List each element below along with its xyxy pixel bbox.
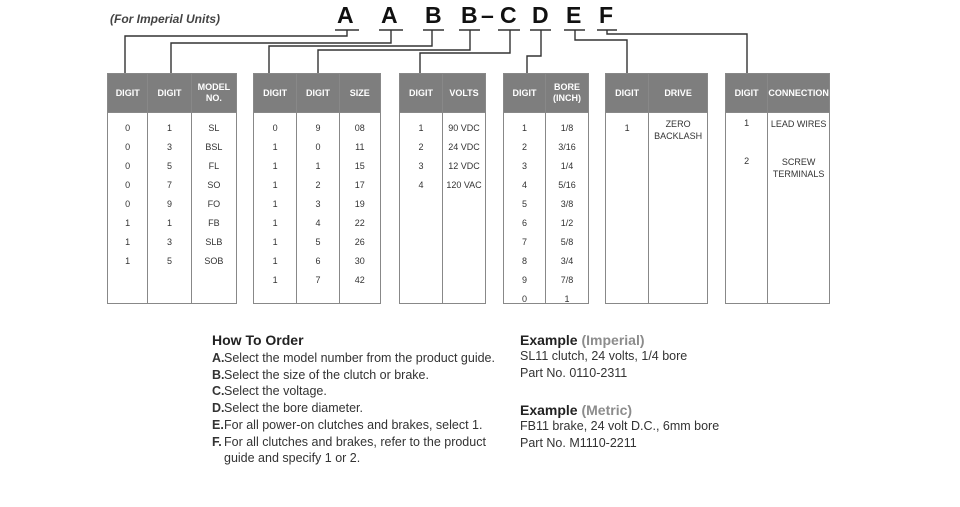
table-cell: 9 xyxy=(522,274,528,285)
connector-lines xyxy=(0,0,960,80)
table-cell: 1 xyxy=(167,122,173,133)
table-cell: SCREW TERMINALS xyxy=(772,157,825,179)
column-header: BORE (INCH) xyxy=(546,74,588,113)
step-letter: C. xyxy=(212,384,225,399)
table-cell: 3/8 xyxy=(560,198,574,209)
connection-digit-col xyxy=(726,74,767,303)
example-line: FB11 brake, 24 volt D.C., 6mm bore xyxy=(520,419,720,433)
drive-digit-col xyxy=(606,74,648,303)
step-f xyxy=(212,434,512,467)
bore-digit-col xyxy=(504,74,545,303)
code-letter-b1: B xyxy=(425,2,442,28)
table-cell: 3 xyxy=(522,160,528,171)
table-cell: 1/8 xyxy=(560,122,574,133)
example-title xyxy=(520,402,719,418)
table-cell: 1 xyxy=(167,217,173,228)
table-cell: 1 xyxy=(564,293,570,304)
table-cell: 3/4 xyxy=(560,255,574,266)
table-cell: 1 xyxy=(522,122,528,133)
table-cell: 4 xyxy=(315,217,321,228)
table-cell: SL xyxy=(208,122,220,133)
example-part-number: Part No. 0110-2311 xyxy=(520,365,628,380)
step-text: Select the bore diameter. xyxy=(224,401,363,416)
code-letter-c: C xyxy=(500,2,517,28)
code-letter-f: F xyxy=(599,2,614,28)
step-letter: A. xyxy=(212,351,225,365)
table-cell: 0 xyxy=(125,160,131,171)
column-header: DIGIT xyxy=(504,74,545,113)
table-cell: 22 xyxy=(354,217,365,228)
table-cell: 19 xyxy=(354,198,365,209)
table-cell: 5 xyxy=(167,160,173,171)
code-letter-d: D xyxy=(532,2,549,28)
table-cell: SOB xyxy=(204,255,224,266)
column-header: DIGIT xyxy=(726,74,767,113)
table-cell: 4 xyxy=(418,179,424,190)
table-cell: 3 xyxy=(418,160,424,171)
table-cell: 1 xyxy=(272,160,278,171)
code-letter-e: E xyxy=(566,2,582,28)
table-cell: 120 VAC xyxy=(446,179,482,190)
column-header: VOLTS xyxy=(443,74,485,113)
code-letter-a1: A xyxy=(337,2,354,28)
table-cell: 1 xyxy=(272,217,278,228)
column-header: CONNECTION xyxy=(768,74,829,113)
step-text: Select the model number from the product guide. xyxy=(224,351,495,365)
how-to-order-steps xyxy=(212,350,512,467)
table-cell: 5 xyxy=(522,198,528,209)
example-imperial xyxy=(520,332,687,381)
table-cell: 17 xyxy=(354,179,365,190)
table-cell: 12 VDC xyxy=(448,160,480,171)
table-cell: 1 xyxy=(624,122,630,133)
table-cell: LEAD WIRES xyxy=(770,119,827,129)
example-title-text: Example xyxy=(520,402,578,418)
table-cell: 3/16 xyxy=(558,141,576,152)
column-header: DIGIT xyxy=(148,74,190,113)
table-cell: 30 xyxy=(354,255,365,266)
table-cell: 1 xyxy=(272,236,278,247)
step-text: For all clutches and brakes, refer to the product guide and specify 1 or 2. xyxy=(224,434,486,466)
units-note: (For Imperial Units) xyxy=(110,12,221,26)
table-cell: 1 xyxy=(125,217,131,228)
code-letter-b2: B xyxy=(461,2,478,28)
volts-digit-col xyxy=(400,74,442,303)
step-text: For all power-on clutches and brakes, select 1. xyxy=(224,417,483,432)
table-cell: 1 xyxy=(125,255,131,266)
table-cell: 15 xyxy=(354,160,365,171)
table-cell: 4 xyxy=(522,179,528,190)
table-cell: 5/8 xyxy=(560,236,574,247)
model-digit-col-1 xyxy=(108,74,147,303)
step-b xyxy=(212,367,512,384)
table-cell: 9 xyxy=(315,122,321,133)
table-cell: 7/8 xyxy=(560,274,574,285)
table-cell: 6 xyxy=(522,217,528,228)
column-header: DIGIT xyxy=(400,74,442,113)
example-subtitle: (Imperial) xyxy=(581,332,645,348)
step-letter: B. xyxy=(212,367,225,382)
table-cell: ZERO BACKLASH xyxy=(654,119,703,141)
table-cell: 1 xyxy=(315,160,321,171)
example-subtitle: (Metric) xyxy=(581,402,633,418)
column-header: DIGIT xyxy=(297,74,338,113)
step-d xyxy=(212,400,512,417)
table-cell: 1 xyxy=(272,141,278,152)
model-table xyxy=(107,73,237,304)
step-text: Select the voltage. xyxy=(224,384,327,399)
example-part-number: Part No. M1110-2211 xyxy=(520,435,637,450)
table-cell: 42 xyxy=(354,274,365,285)
example-metric xyxy=(520,402,719,451)
table-cell: 2 xyxy=(522,141,528,152)
table-cell: 2 xyxy=(744,156,750,166)
column-header: SIZE xyxy=(340,74,380,113)
table-cell: 0 xyxy=(272,122,278,133)
step-text: Select the size of the clutch or brake. xyxy=(224,367,429,382)
table-cell: 7 xyxy=(315,274,321,285)
volts-table xyxy=(399,73,486,304)
table-cell: 2 xyxy=(418,141,424,152)
table-cell: SLB xyxy=(205,236,223,247)
table-cell: 1/2 xyxy=(560,217,574,228)
table-cell: 1 xyxy=(744,118,750,128)
table-cell: 8 xyxy=(522,255,528,266)
size-digit-col-1 xyxy=(254,74,296,303)
table-cell: 0 xyxy=(125,198,131,209)
size-col xyxy=(339,74,380,303)
model-no-col xyxy=(191,74,236,303)
table-cell: 3 xyxy=(167,141,173,152)
model-digit-col-2 xyxy=(147,74,190,303)
table-cell: 11 xyxy=(355,141,365,152)
volts-col xyxy=(442,74,485,303)
step-e xyxy=(212,417,512,434)
table-cell: 1 xyxy=(272,274,278,285)
table-cell: 90 VDC xyxy=(448,122,480,133)
example-title-text: Example xyxy=(520,332,578,348)
column-header: DRIVE xyxy=(649,74,707,113)
table-cell: 5/16 xyxy=(558,179,576,190)
table-cell: 0 xyxy=(125,141,131,152)
table-cell: BSL xyxy=(205,141,223,152)
step-letter: D. xyxy=(212,401,225,416)
table-cell: 2 xyxy=(315,179,321,190)
table-cell: FO xyxy=(207,198,221,209)
drive-col xyxy=(648,74,707,303)
table-cell: 5 xyxy=(167,255,173,266)
step-a xyxy=(212,350,512,367)
size-digit-col-2 xyxy=(296,74,338,303)
table-cell: 0 xyxy=(125,179,131,190)
connection-table xyxy=(725,73,830,304)
table-cell: 3 xyxy=(167,236,173,247)
table-cell: 1 xyxy=(418,122,424,133)
code-letter-a2: A xyxy=(381,2,398,28)
table-cell: FL xyxy=(208,160,220,171)
table-cell: 24 VDC xyxy=(448,141,480,152)
column-header: DIGIT xyxy=(108,74,147,113)
code-dash: – xyxy=(481,2,494,28)
table-cell: 0 xyxy=(522,293,528,304)
example-line: SL11 clutch, 24 volts, 1/4 bore xyxy=(520,349,688,363)
connection-col xyxy=(767,74,829,303)
bore-table xyxy=(503,73,589,304)
table-cell: 1 xyxy=(272,198,278,209)
column-header: DIGIT xyxy=(606,74,648,113)
table-cell: 26 xyxy=(354,236,365,247)
table-cell: 3 xyxy=(315,198,321,209)
table-cell: 1/4 xyxy=(560,160,574,171)
table-cell: SO xyxy=(207,179,221,190)
size-table xyxy=(253,73,381,304)
table-cell: 7 xyxy=(167,179,173,190)
how-to-order-title: How To Order xyxy=(212,332,304,348)
example-title xyxy=(520,332,687,348)
table-cell: 9 xyxy=(167,198,173,209)
table-cell: 0 xyxy=(315,141,321,152)
table-cell: 1 xyxy=(125,236,131,247)
table-cell: 5 xyxy=(315,236,321,247)
table-cell: 7 xyxy=(522,236,528,247)
bore-col xyxy=(545,74,588,303)
step-letter: E. xyxy=(212,417,224,432)
table-cell: 6 xyxy=(315,255,321,266)
drive-table xyxy=(605,73,708,304)
step-c xyxy=(212,383,512,400)
step-letter: F. xyxy=(212,434,222,449)
table-cell: 08 xyxy=(354,122,365,133)
column-header: DIGIT xyxy=(254,74,296,113)
column-header: MODEL NO. xyxy=(192,74,236,113)
table-cell: 1 xyxy=(272,255,278,266)
table-cell: 1 xyxy=(272,179,278,190)
table-cell: FB xyxy=(208,217,220,228)
table-cell: 0 xyxy=(125,122,131,133)
